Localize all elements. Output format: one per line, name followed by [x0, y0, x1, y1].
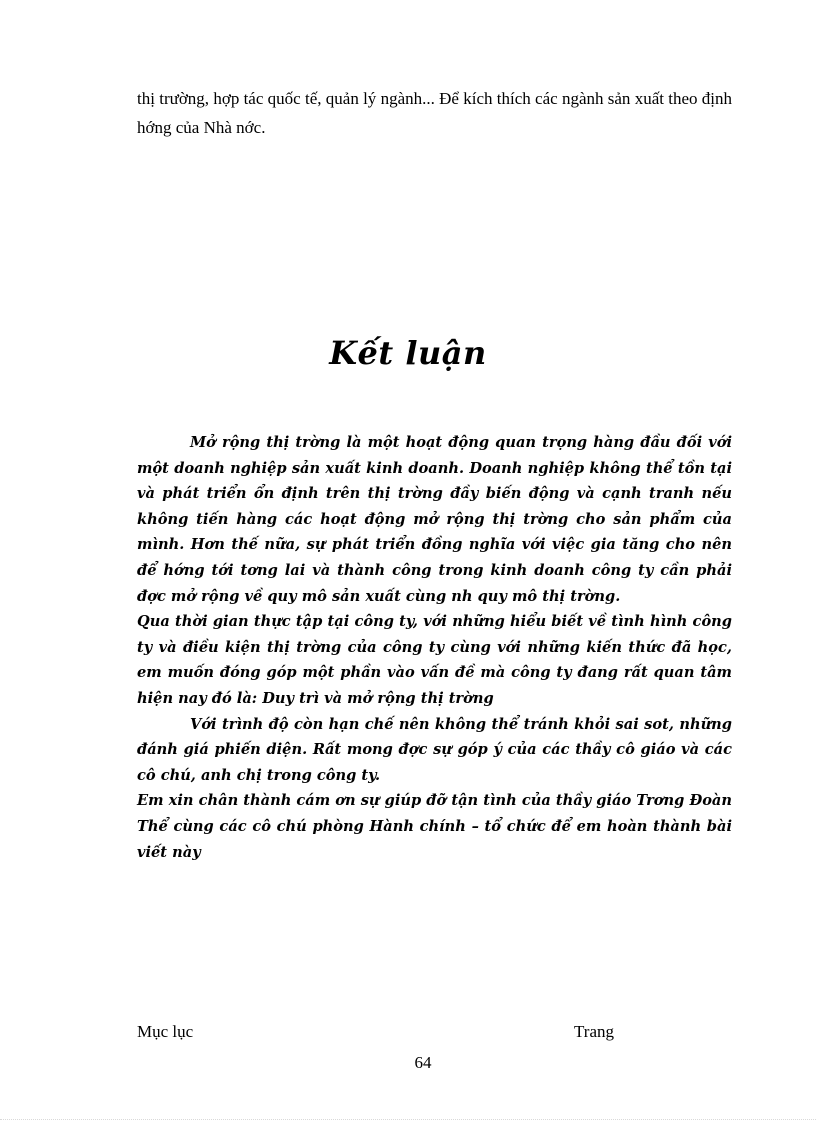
toc-label: Mục lục — [137, 1022, 194, 1041]
conclusion-paragraph-3: Với trình độ còn hạn chế nên không thể tránh khỏi sai sot, những đánh giá phiến diện. Rất mong đợc sự góp ý của các thầy cô giáo và các cô chú, anh chị trong công ty. — [137, 715, 732, 784]
page-bottom-divider — [0, 1119, 816, 1120]
conclusion-body — [137, 430, 732, 865]
conclusion-paragraph-4: Em xin chân thành cám ơn sự giúp đỡ tận tình của thầy giáo Trơng Đoàn Thể cùng các cô chú phòng Hành chính – tổ chức để em hoàn thành bài viết này — [137, 792, 732, 861]
toc-page-label: Trang — [574, 1022, 614, 1041]
conclusion-paragraph-2: Qua thời gian thực tập tại công ty, với những hiểu biết về tình hình công ty và điều kiện thị trờng của công ty cùng với những kiến thức đã học, em muốn đóng góp một phần vào vấn đề mà công ty đang rất quan tâm hiện nay đó là: Duy trì và mở rộng thị trờng — [137, 613, 732, 707]
page-number: 64 — [414, 1053, 432, 1072]
conclusion-paragraph-1: Mở rộng thị trờng là một hoạt động quan trọng hàng đầu đối với một doanh nghiệp sản xuất kinh doanh. Doanh nghiệp không thể tồn tại và phát triển ổn định trên thị trờng đầy biến động và cạnh tranh nếu không tiến hàng các hoạt động mở rộng thị trờng cho sản phẩm của mình. Hơn thế nữa, sự phát triển đồng nghĩa với việc gia tăng cho nên để hớng tới tơng lai và thành công trong kinh doanh công ty cần phải đợc mở rộng về quy mô sản xuất cùng nh quy mô thị trờng. — [137, 434, 732, 605]
conclusion-title: Kết luận — [329, 334, 487, 372]
intro-paragraph: thị trường, hợp tác quốc tế, quản lý ngành... Để kích thích các ngành sản xuất theo định hớng của Nhà nớc. — [137, 89, 732, 137]
